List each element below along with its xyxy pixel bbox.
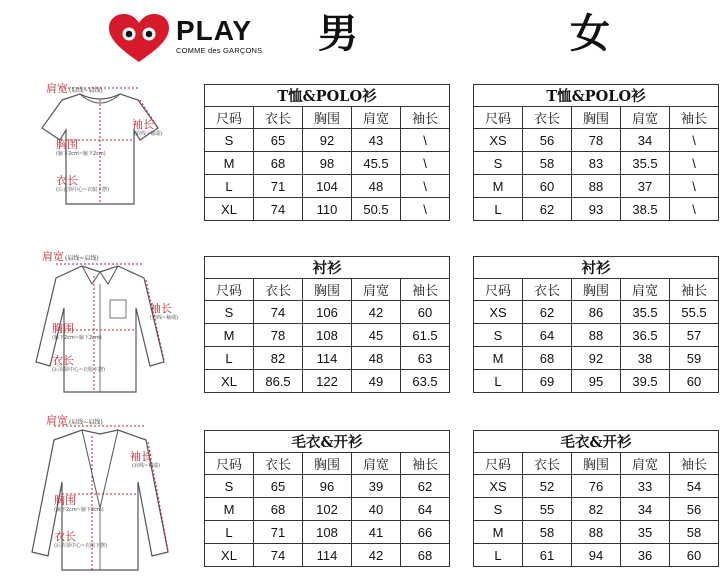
column-header: 胸围 [572,107,621,129]
shoulder-note: (肩线~肩线) [69,87,103,94]
length-note: (后衣领中心~衣服下摆) [52,367,106,373]
brand-subtitle: COMME des GARÇONS [176,46,263,55]
table-cell: XL [205,198,254,221]
heart-with-eyes-icon [108,14,170,64]
length-label: 衣长 [54,530,76,543]
column-header: 袖长 [401,453,450,475]
table-cell: 64 [523,324,572,347]
column-header: 袖长 [670,279,719,301]
table-cell: 74 [254,544,303,567]
table-row [474,152,719,175]
size-table-female-sweater [473,430,719,567]
table-cell: 48 [352,347,401,370]
column-header: 胸围 [572,279,621,301]
table-cell: XS [474,301,523,324]
table-cell: \ [670,152,719,175]
table-cell: 58 [523,152,572,175]
size-table-male-tshirt [204,84,450,221]
table-cell: 60 [401,301,450,324]
chest-note: (腋下2cm~腋下2cm) [56,151,106,157]
table-cell: 98 [303,152,352,175]
table-row [205,475,450,498]
table-cell: 42 [352,544,401,567]
table-cell: S [474,498,523,521]
table-cell: 68 [523,347,572,370]
sleeve-note: (肩线~袖端) [134,131,163,137]
sweater-illustration [0,412,200,578]
table-cell: 60 [523,175,572,198]
column-header: 衣长 [523,107,572,129]
table-cell: 62 [523,301,572,324]
table-row [205,129,450,152]
table-cell: M [205,498,254,521]
table-cell: 40 [352,498,401,521]
table-cell: 55.5 [670,301,719,324]
column-header: 尺码 [474,279,523,301]
shirt-illustration [0,244,200,404]
column-header: 衣长 [254,279,303,301]
table-cell: L [205,521,254,544]
table-title: T恤&POLO衫 [205,85,450,107]
table-cell: XL [205,370,254,393]
table-title: 衬衫 [205,257,450,279]
table-cell: 39 [352,475,401,498]
sweater-diagram [0,412,200,578]
table-cell: 65 [254,129,303,152]
table-cell: 48 [352,175,401,198]
sleeve-note: (肩线~袖端) [132,463,161,469]
table-cell: 88 [572,175,621,198]
table-cell: XS [474,475,523,498]
column-header: 尺码 [474,107,523,129]
table-cell: \ [401,198,450,221]
table-cell: 78 [572,129,621,152]
table-cell: 122 [303,370,352,393]
table-cell: 66 [401,521,450,544]
table-cell: S [474,324,523,347]
table-cell: 65 [254,475,303,498]
column-header: 尺码 [474,453,523,475]
table-cell: S [474,152,523,175]
chest-label: 胸围 [54,494,76,507]
table-row [474,324,719,347]
table-cell: 64 [401,498,450,521]
sleeve-note: (肩线~袖端) [150,315,179,321]
table-cell: 43 [352,129,401,152]
table-cell: 110 [303,198,352,221]
table-cell: 60 [670,370,719,393]
column-header: 衣长 [523,279,572,301]
brand-name: PLAY [176,15,253,46]
chest-note: (腋下2cm~腋下2cm) [52,335,102,341]
table-cell: 92 [572,347,621,370]
table-cell: 60 [670,544,719,567]
table-row [474,370,719,393]
column-header: 衣长 [523,453,572,475]
table-cell: 49 [352,370,401,393]
table-header-row [474,279,719,301]
size-table-male-shirt [204,256,450,393]
table-cell: L [474,198,523,221]
female-header: 女 [570,10,610,57]
table-header-row [205,107,450,129]
column-header: 袖长 [670,107,719,129]
shoulder-note: (肩线~肩线) [69,419,103,426]
size-table-female-shirt [473,256,719,393]
column-header: 胸围 [303,107,352,129]
table-row [205,152,450,175]
length-note: (后衣领中心~衣服下摆) [54,543,108,549]
table-cell: 102 [303,498,352,521]
table-cell: 57 [670,324,719,347]
table-cell: 104 [303,175,352,198]
table-cell: 34 [621,498,670,521]
table-cell: 82 [254,347,303,370]
table-cell: 39.5 [621,370,670,393]
table-row [205,521,450,544]
table-cell: 58 [523,521,572,544]
table-cell: 68 [254,152,303,175]
column-header: 肩宽 [352,279,401,301]
chest-label: 胸围 [56,138,78,151]
table-cell: 63.5 [401,370,450,393]
table-cell: 61 [523,544,572,567]
table-cell: 95 [572,370,621,393]
table-cell: 86 [572,301,621,324]
size-table-female-tshirt [473,84,719,221]
table-cell: \ [401,129,450,152]
tshirt-illustration [0,78,200,218]
length-note: (后衣领中心~衣服下摆) [56,187,110,193]
table-cell: M [474,175,523,198]
shoulder-label: 肩宽 [46,82,68,95]
table-cell: 38 [621,347,670,370]
sleeve-label: 袖长 [150,302,172,315]
column-header: 肩宽 [621,453,670,475]
table-cell: 45 [352,324,401,347]
table-cell: 68 [401,544,450,567]
column-header: 胸围 [303,453,352,475]
size-table-male-sweater [204,430,450,567]
table-row [205,324,450,347]
table-cell: 108 [303,521,352,544]
table-cell: 71 [254,521,303,544]
table-cell: M [205,152,254,175]
table-row [474,198,719,221]
table-cell: 55 [523,498,572,521]
table-cell: 78 [254,324,303,347]
table-cell: M [474,347,523,370]
table-row [474,301,719,324]
table-cell: 35 [621,521,670,544]
column-header: 尺码 [205,107,254,129]
table-cell: S [205,301,254,324]
table-cell: 50.5 [352,198,401,221]
table-cell: 76 [572,475,621,498]
table-row [205,301,450,324]
table-cell: 71 [254,175,303,198]
table-cell: 83 [572,152,621,175]
table-cell: S [205,129,254,152]
column-header: 尺码 [205,453,254,475]
table-row [474,475,719,498]
table-cell: 86.5 [254,370,303,393]
table-cell: XS [474,129,523,152]
table-cell: 62 [523,198,572,221]
table-cell: 59 [670,347,719,370]
table-cell: 36 [621,544,670,567]
column-header: 肩宽 [621,279,670,301]
table-cell: M [474,521,523,544]
shirt-diagram [0,244,200,404]
sleeve-label: 袖长 [130,450,152,463]
table-cell: \ [670,129,719,152]
table-cell: L [205,347,254,370]
table-cell: 69 [523,370,572,393]
table-row [205,175,450,198]
table-row [474,544,719,567]
table-cell: 94 [572,544,621,567]
table-cell: XL [205,544,254,567]
chest-note: (腋下2cm~腋下2cm) [54,507,104,513]
table-cell: 36.5 [621,324,670,347]
table-cell: 56 [523,129,572,152]
table-row [474,498,719,521]
table-cell: 35.5 [621,152,670,175]
table-cell: 58 [670,521,719,544]
table-cell: 88 [572,324,621,347]
column-header: 袖长 [670,453,719,475]
table-row [474,347,719,370]
table-cell: 108 [303,324,352,347]
table-cell: S [205,475,254,498]
table-cell: 52 [523,475,572,498]
table-title: 毛衣&开衫 [205,431,450,453]
table-row [474,129,719,152]
shoulder-note: (肩线~肩线) [65,255,99,262]
table-cell: 63 [401,347,450,370]
table-row [205,198,450,221]
table-cell: 41 [352,521,401,544]
table-cell: M [205,324,254,347]
table-cell: 61.5 [401,324,450,347]
shoulder-label: 肩宽 [46,414,68,427]
table-row [205,370,450,393]
table-cell: 68 [254,498,303,521]
table-row [205,498,450,521]
shoulder-label: 肩宽 [42,250,64,263]
sleeve-label: 袖长 [132,118,154,131]
column-header: 肩宽 [621,107,670,129]
table-cell: L [474,544,523,567]
table-cell: \ [401,175,450,198]
table-cell: 34 [621,129,670,152]
table-row [474,175,719,198]
length-label: 衣长 [56,174,78,187]
table-title: T恤&POLO衫 [474,85,719,107]
column-header: 胸围 [572,453,621,475]
table-cell: 82 [572,498,621,521]
table-cell: 114 [303,544,352,567]
table-cell: 74 [254,301,303,324]
table-cell: 106 [303,301,352,324]
table-cell: \ [670,198,719,221]
table-header-row [474,453,719,475]
column-header: 尺码 [205,279,254,301]
table-header-row [205,453,450,475]
table-row [474,521,719,544]
table-header-row [474,107,719,129]
table-cell: \ [401,152,450,175]
table-cell: 114 [303,347,352,370]
column-header: 肩宽 [352,453,401,475]
chest-label: 胸围 [52,322,74,335]
table-title: 毛衣&开衫 [474,431,719,453]
length-label: 衣长 [52,354,74,367]
table-cell: 37 [621,175,670,198]
table-cell: L [205,175,254,198]
table-row [205,347,450,370]
table-cell: 88 [572,521,621,544]
table-cell: L [474,370,523,393]
table-cell: 45.5 [352,152,401,175]
table-cell: 42 [352,301,401,324]
table-cell: 33 [621,475,670,498]
table-header-row [205,279,450,301]
column-header: 衣长 [254,107,303,129]
tshirt-diagram [0,78,200,218]
table-title: 衬衫 [474,257,719,279]
column-header: 衣长 [254,453,303,475]
table-row [205,544,450,567]
male-header: 男 [318,10,358,57]
column-header: 肩宽 [352,107,401,129]
column-header: 袖长 [401,279,450,301]
table-cell: 92 [303,129,352,152]
table-cell: 54 [670,475,719,498]
table-cell: 74 [254,198,303,221]
column-header: 胸围 [303,279,352,301]
table-cell: 35.5 [621,301,670,324]
table-cell: 93 [572,198,621,221]
table-cell: 38.5 [621,198,670,221]
table-cell: 62 [401,475,450,498]
table-cell: 56 [670,498,719,521]
table-cell: 96 [303,475,352,498]
column-header: 袖长 [401,107,450,129]
table-cell: \ [670,175,719,198]
